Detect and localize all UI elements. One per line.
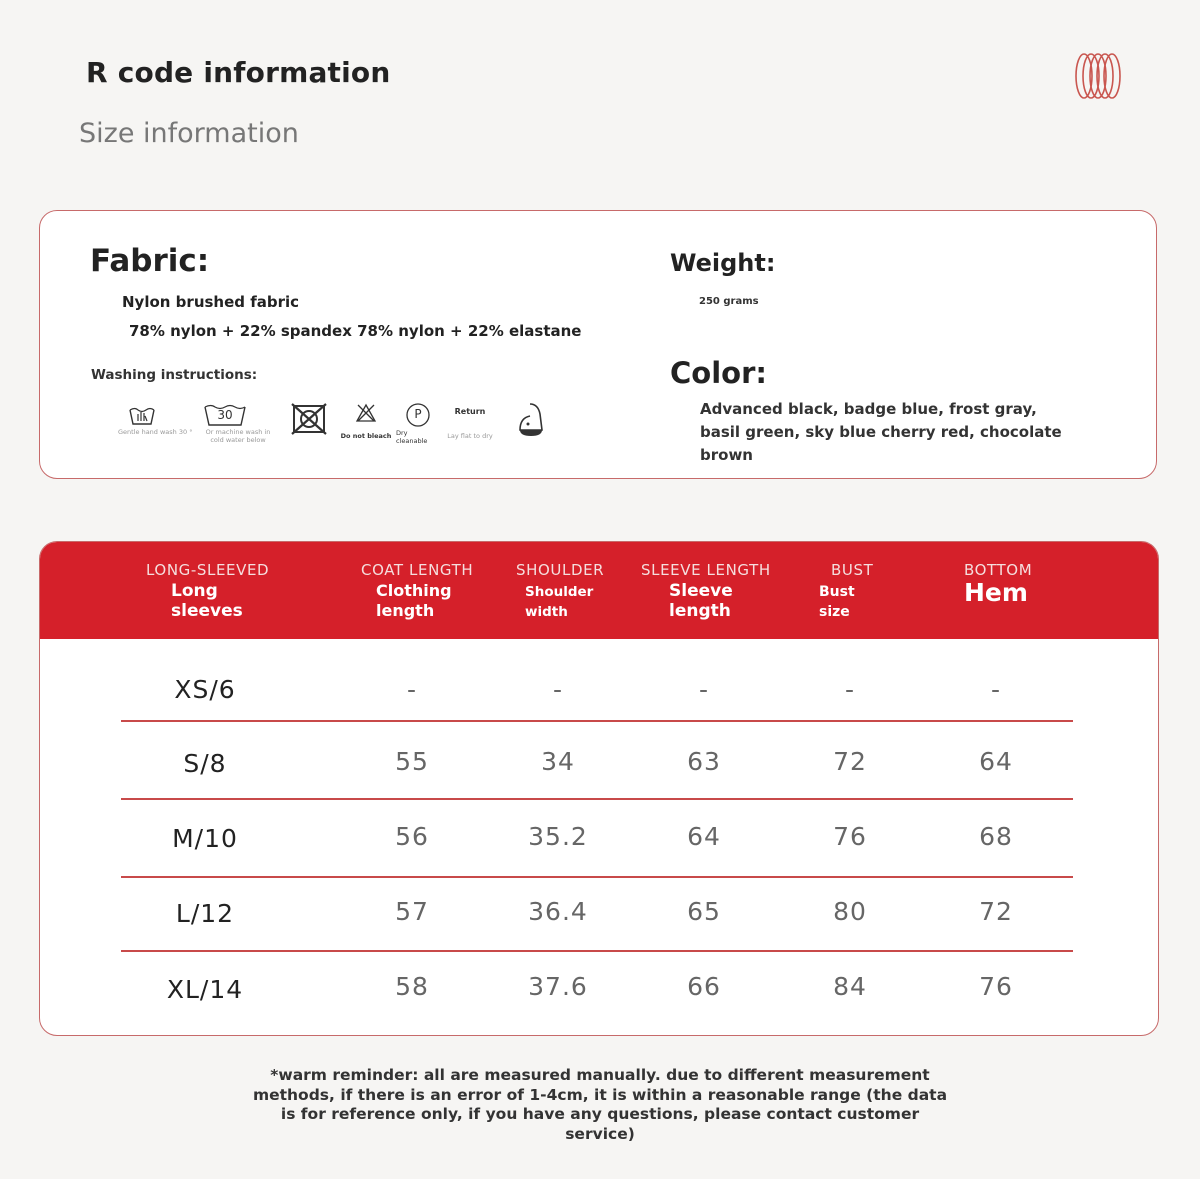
- row-xs-bust: -: [844, 675, 856, 704]
- color-value: Advanced black, badge blue, frost gray, basil green, sky blue cherry red, chocolate brown: [700, 400, 1062, 464]
- row-s-size: S/8: [183, 749, 227, 778]
- fabric-composition: 78% nylon + 22% spandex 78% nylon + 22% elastane: [129, 322, 582, 340]
- row-l-coat-length: 57: [395, 897, 429, 926]
- row-s-hem: 64: [979, 747, 1013, 776]
- row-xl-coat-length: 58: [395, 972, 429, 1001]
- weight-label: Weight:: [670, 249, 776, 277]
- rings-logo-icon: [1072, 50, 1124, 102]
- row-l-shoulder: 36.4: [528, 897, 588, 926]
- row-divider: [121, 950, 1073, 952]
- row-xs-coat-length: -: [406, 675, 418, 704]
- row-xs-shoulder: -: [552, 675, 564, 704]
- row-m-hem: 68: [979, 822, 1013, 851]
- size-table: [39, 541, 1159, 1036]
- hand-wash-icon: [128, 404, 156, 426]
- col-header-bottom: [964, 561, 1033, 607]
- row-xl-bust: 84: [833, 972, 867, 1001]
- row-s-sleeve: 63: [687, 747, 721, 776]
- no-tumble-dry-icon: [290, 402, 328, 436]
- col-header-sleeve-length: [641, 561, 771, 621]
- page-title: R code information: [86, 56, 391, 89]
- iron-icon: [516, 400, 546, 440]
- row-l-hem: 72: [979, 897, 1013, 926]
- col-header-bust: [819, 561, 874, 622]
- row-xl-shoulder: 37.6: [528, 972, 588, 1001]
- row-divider: [121, 798, 1073, 800]
- weight-value: 250 grams: [699, 296, 759, 307]
- measurement-footnote: *warm reminder: all are measured manually. due to different measurement methods, if there is an error of 1-4cm, it is within a reasonable range (the data is for reference only, if you have any questions, please contact customer service): [252, 1066, 948, 1143]
- row-m-coat-length: 56: [395, 822, 429, 851]
- page-subtitle: Size information: [79, 118, 299, 149]
- row-l-sleeve: 65: [687, 897, 721, 926]
- col-header-en: COAT LENGTH: [361, 561, 474, 579]
- wash-caption-dry-clean: Dry cleanable: [396, 429, 428, 445]
- col-header-en: SHOULDER: [516, 561, 605, 579]
- row-l-size: L/12: [175, 899, 235, 928]
- row-xs-sleeve: -: [698, 675, 710, 704]
- col-header-en: BUST: [831, 561, 874, 579]
- col-header-coat-length: [361, 561, 473, 621]
- color-label: Color:: [670, 356, 767, 390]
- col-header-shoulder: [516, 561, 605, 622]
- row-divider: [121, 720, 1073, 722]
- col-header-size: [146, 561, 269, 621]
- col-header-en: SLEEVE LENGTH: [641, 561, 771, 579]
- size-table-header: [40, 542, 1158, 639]
- row-m-sleeve: 64: [687, 822, 721, 851]
- col-header-en: BOTTOM: [964, 561, 1033, 579]
- row-xs-hem: -: [990, 675, 1002, 704]
- col-header-sub: Hem: [964, 578, 1028, 607]
- col-header-sub: Bust size: [819, 584, 855, 620]
- row-m-bust: 76: [833, 822, 867, 851]
- row-s-coat-length: 55: [395, 747, 429, 776]
- row-s-shoulder: 34: [541, 747, 575, 776]
- col-header-sub: Shoulder width: [525, 584, 594, 620]
- row-m-shoulder: 35.2: [528, 822, 588, 851]
- col-header-sub: Sleeve length: [669, 581, 733, 621]
- row-m-size: M/10: [172, 824, 238, 853]
- row-s-bust: 72: [833, 747, 867, 776]
- col-header-sub: Long sleeves: [171, 581, 243, 621]
- wash-caption-lay-flat: Lay flat to dry: [447, 432, 493, 440]
- lay-flat-label: Return: [454, 407, 486, 416]
- col-header-sub: Clothing length: [376, 581, 452, 620]
- row-xl-sleeve: 66: [687, 972, 721, 1001]
- row-xl-hem: 76: [979, 972, 1013, 1001]
- wash-temp-number: 30: [217, 408, 233, 422]
- wash-caption-no-bleach: Do not bleach: [340, 432, 392, 440]
- row-xs-size: XS/6: [174, 675, 236, 704]
- washing-label: Washing instructions:: [91, 367, 258, 383]
- row-xl-size: XL/14: [166, 975, 244, 1004]
- col-header-en: LONG-SLEEVED: [146, 561, 270, 579]
- wash-caption-hand: Gentle hand wash 30 °: [118, 428, 193, 436]
- no-bleach-icon: [355, 403, 377, 423]
- dry-clean-letter: P: [414, 407, 422, 421]
- row-divider: [121, 876, 1073, 878]
- product-info-card: [39, 210, 1157, 479]
- fabric-label: Fabric:: [90, 243, 210, 279]
- wash-caption-machine: Or machine wash in cold water below: [205, 428, 271, 444]
- row-l-bust: 80: [833, 897, 867, 926]
- fabric-name: Nylon brushed fabric: [122, 293, 300, 311]
